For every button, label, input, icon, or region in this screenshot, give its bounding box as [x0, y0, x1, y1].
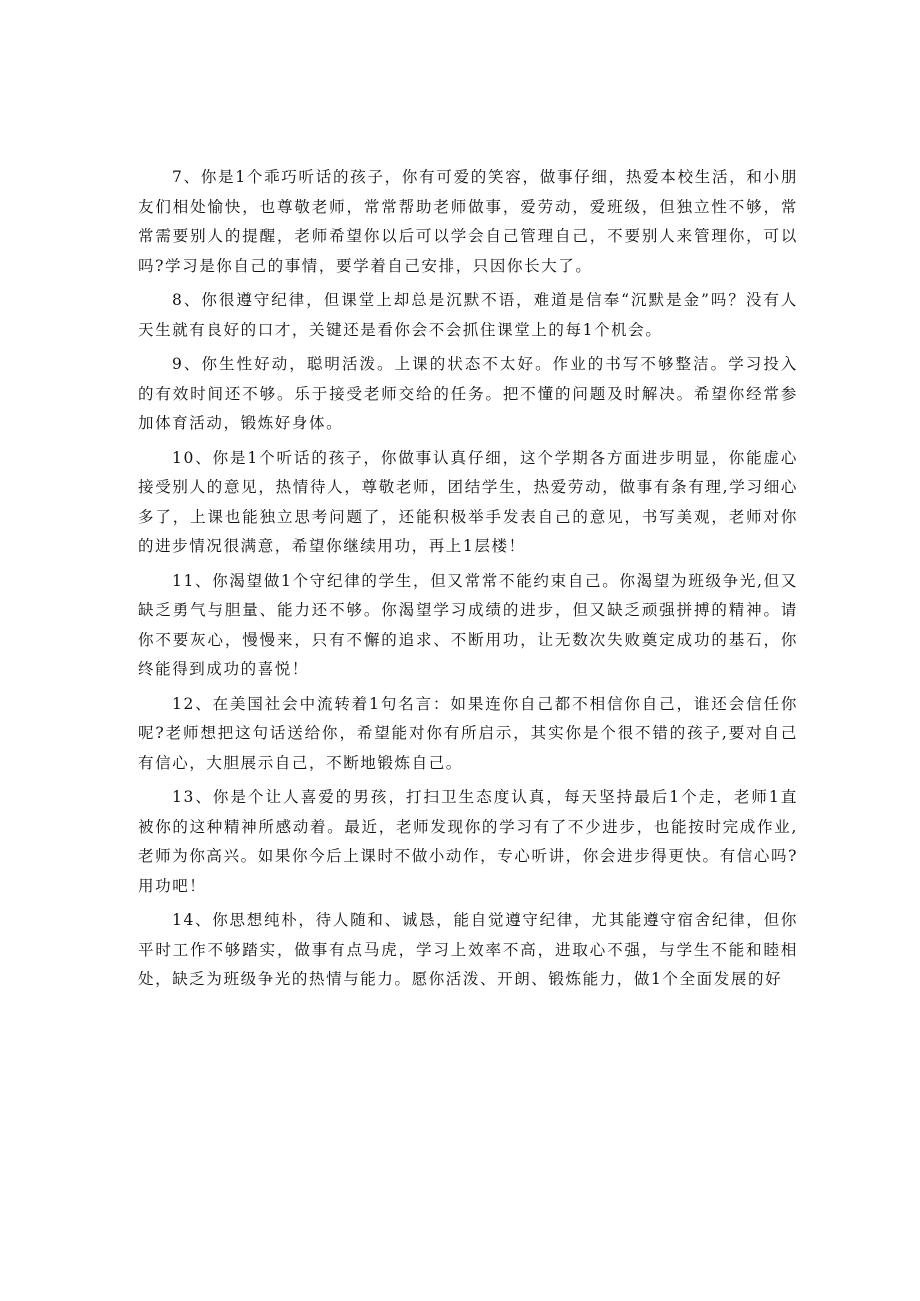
comment-paragraph-14: 14、你思想纯朴，待人随和、诚恳，能自觉遵守纪律，尤其能遵守宿舍纪律，但你平时工作不够踏实，做事有点马虎，学习上效率不高，进取心不强，与学生不能和睦相处，缺乏为班级争光的热情与能力。愿你活泼、开朗、锻炼能力，做1个全面发展的好: [138, 911, 798, 988]
comment-paragraph-7: 7、你是1个乖巧听话的孩子，你有可爱的笑容，做事仔细，热爱本校生活，和小朋友们相处愉快，也尊敬老师，常常帮助老师做事，爱劳动，爱班级，但独立性不够，常常需要别人的提醒，老师希望你以后可以学会自己管理自己，不要别人来管理你，可以吗?学习是你自己的事情，要学着自己安排，只因你长大了。: [138, 168, 798, 275]
comment-paragraph-13: 13、你是个让人喜爱的男孩，打扫卫生态度认真，每天坚持最后1个走，老师1直被你的这种精神所感动着。最近，老师发现你的学习有了不少进步，也能按时完成作业,老师为你高兴。如果你今后上课时不做小动作，专心听讲，你会进步得更快。有信心吗?用功吧！: [138, 788, 798, 895]
comment-paragraph-10: 10、你是1个听话的孩子，你做事认真仔细，这个学期各方面进步明显，你能虚心接受别人的意见，热情待人，尊敬老师，团结学生，热爱劳动，做事有条有理,学习细心多了，上课也能独立思考问题了，还能积极举手发表自己的意见，书写美观，老师对你的进步情况很满意，希望你继续用功，再上1层楼！: [138, 448, 798, 555]
comment-paragraph-8: 8、你很遵守纪律，但课堂上却总是沉默不语，难道是信奉“沉默是金”吗？没有人天生就有良好的口才，关键还是看你会不会抓住课堂上的每1个机会。: [138, 291, 798, 339]
comment-paragraph-9: 9、你生性好动，聪明活泼。上课的状态不太好。作业的书写不够整洁。学习投入的有效时间还不够。乐于接受老师交给的任务。把不懂的问题及时解决。希望你经常参加体育活动，锻炼好身体。: [138, 355, 798, 432]
comment-paragraph-12: 12、在美国社会中流转着1句名言：如果连你自己都不相信你自己，谁还会信任你呢?老师想把这句话送给你，希望能对你有所启示，其实你是个很不错的孩子,要对自己有信心，大胆展示自己，不断地锻炼自己。: [138, 694, 798, 772]
document-body: [138, 163, 798, 1000]
comment-paragraph-11: 11、你渴望做1个守纪律的学生，但又常常不能约束自己。你渴望为班级争光,但又缺乏勇气与胆量、能力还不够。你渴望学习成绩的进步，但又缺乏顽强拼搏的精神。请你不要灰心，慢慢来，只有不懈的追求、不断用功，让无数次失败奠定成功的基石，你终能得到成功的喜悦！: [138, 571, 798, 678]
